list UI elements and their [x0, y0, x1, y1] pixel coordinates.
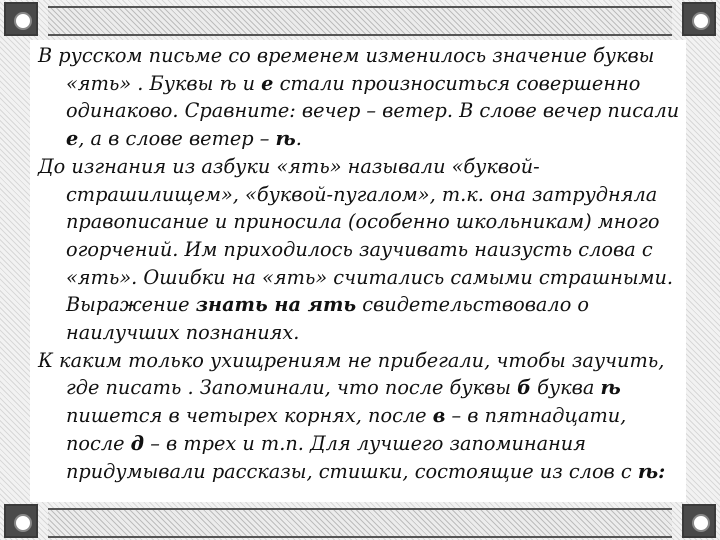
- frame-top-strip: [48, 6, 672, 36]
- bold-text: е: [261, 71, 274, 95]
- paragraph: [38, 347, 688, 486]
- slide-content: [30, 40, 686, 502]
- slide-text: [38, 42, 688, 485]
- text-run: и: [236, 71, 262, 95]
- text-run: свидетельствовало о наилучших познаниях.: [66, 293, 590, 345]
- paragraph: [38, 42, 688, 153]
- text-run: .: [295, 127, 302, 151]
- bold-text: знать на ять: [195, 293, 357, 317]
- text-run: стали произноситься совершенно одинаково. Сравните: вечер – ветер. В слове вечер писали: [66, 71, 680, 123]
- bold-text: ѣ: [275, 127, 296, 151]
- frame-bottom-strip: [48, 508, 672, 538]
- bold-text: :: [658, 459, 666, 483]
- bold-text: е: [66, 127, 79, 151]
- text-run: пишется в четырех корнях, после: [66, 404, 433, 428]
- bold-text: в: [432, 404, 446, 428]
- paragraph: [38, 153, 688, 347]
- text-run: До изгнания из азбуки «ять» называли «буквой-страшилищем», «буквой-пугалом», т.к. она затрудняла правописание и приносила (особенно школьникам) много огорчений. Им приходилось заучивать наизусть слова с «ять». Ошибки на «ять» считались самыми страшными. Выражение: [38, 154, 674, 317]
- bold-text: б: [517, 376, 532, 400]
- bold-text: д: [130, 431, 145, 455]
- corner-rivet-icon: [682, 504, 716, 538]
- corner-rivet-icon: [4, 504, 38, 538]
- bold-text: ѣ: [637, 459, 659, 483]
- text-run: – в пятнадцати, после: [66, 404, 627, 455]
- text-run: К каким только ухищрениям не прибегали, чтобы заучить, где писать . Запоминали, что после буквы: [38, 348, 665, 400]
- text-run: , а в слове ветер –: [78, 127, 276, 151]
- text-run: В русском письме со временем изменилось значение буквы «ять» . Буквы: [38, 44, 655, 95]
- text-run: буква: [531, 376, 601, 400]
- corner-rivet-icon: [4, 2, 38, 36]
- corner-rivet-icon: [682, 2, 716, 36]
- bold-text: ѣ: [600, 376, 621, 400]
- text-run: – в трех и т.п. Для лучшего запоминания придумывали рассказы, стишки, состоящие из слов с: [66, 431, 638, 483]
- text-run: ѣ: [219, 71, 237, 95]
